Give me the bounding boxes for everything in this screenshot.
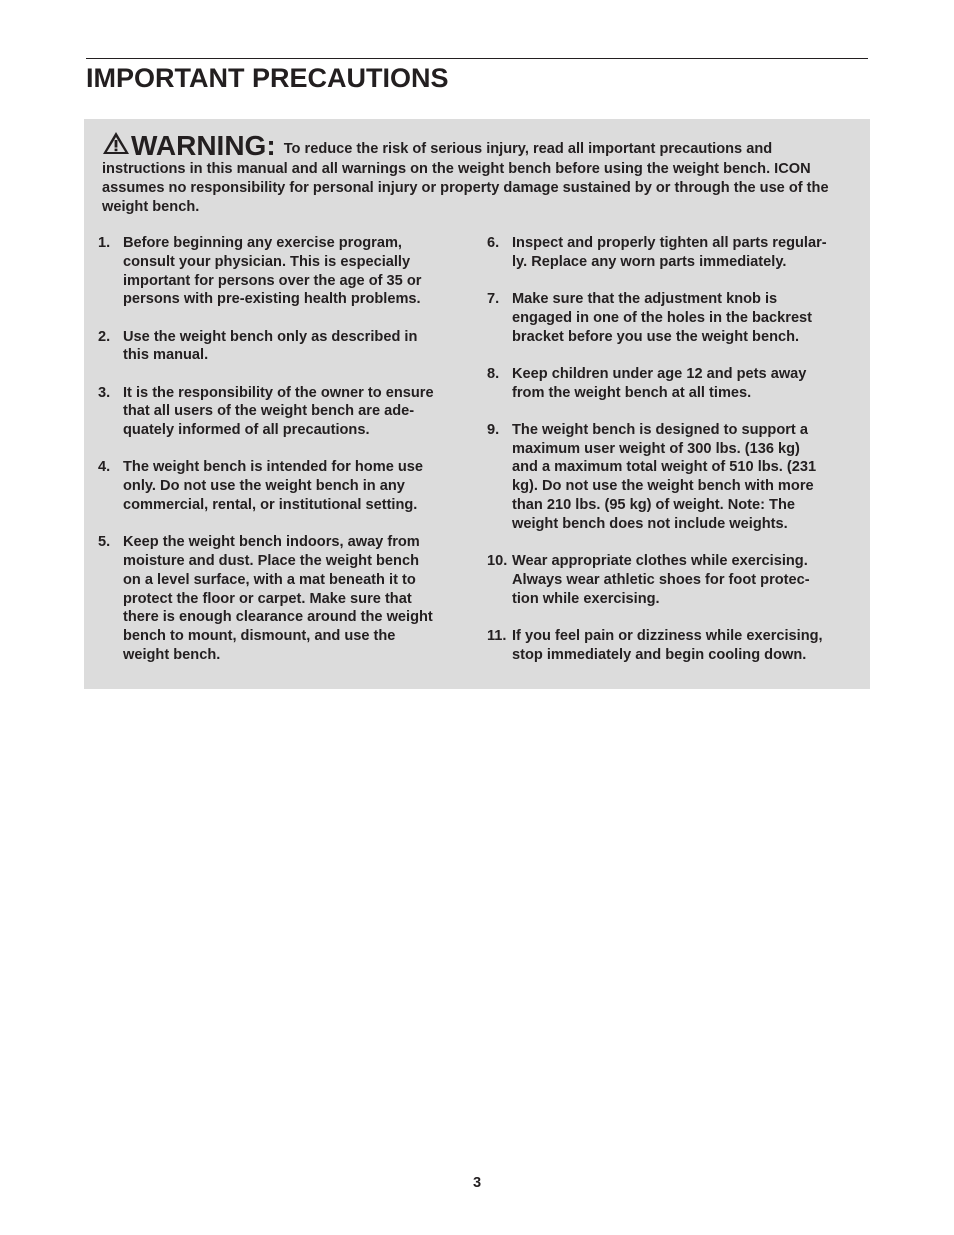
precaution-line: weight bench does not include weights. bbox=[512, 515, 788, 532]
precaution-line: moisture and dust. Place the weight bench bbox=[123, 552, 419, 569]
top-rule bbox=[86, 58, 868, 59]
precaution-number: 10. bbox=[487, 552, 508, 569]
page-title: IMPORTANT PRECAUTIONS bbox=[86, 63, 449, 93]
precaution-line: Before beginning any exercise program, bbox=[123, 235, 402, 251]
precaution-number: 7. bbox=[487, 290, 500, 307]
precaution-item bbox=[98, 384, 462, 440]
precaution-line: Make sure that the adjustment knob is bbox=[512, 290, 778, 307]
precaution-line: only. Do not use the weight bench in any bbox=[123, 478, 405, 495]
precaution-line: bracket before you use the weight bench. bbox=[512, 328, 800, 345]
precaution-text bbox=[512, 552, 853, 608]
precaution-line: engaged in one of the holes in the backrest bbox=[512, 309, 813, 326]
precaution-number: 8. bbox=[487, 365, 500, 382]
precaution-line: If you feel pain or dizziness while exercising, bbox=[512, 627, 823, 644]
precaution-number: 9. bbox=[487, 421, 500, 438]
precaution-item bbox=[98, 328, 462, 366]
precaution-line: persons with pre-existing health problems. bbox=[123, 291, 421, 308]
precaution-item bbox=[98, 533, 462, 665]
precaution-item bbox=[487, 290, 853, 346]
precaution-line: Use the weight bench only as described in bbox=[123, 328, 418, 345]
precaution-line: consult your physician. This is especially bbox=[123, 253, 411, 270]
warning-intro-text: To reduce the risk of serious injury, read all important precautions and instructions in this manual and all warnings on the weight bench before using the weight bench. ICON assumes no responsibility for personal injury or property damage sustained by or through the use of the weight bench. bbox=[102, 141, 829, 215]
precaution-line: stop immediately and begin cooling down. bbox=[512, 646, 807, 663]
precaution-number: 6. bbox=[487, 235, 500, 251]
warning-label: WARNING: bbox=[131, 130, 276, 161]
precaution-item bbox=[98, 458, 462, 514]
precaution-line: Always wear athletic shoes for foot protec- bbox=[512, 571, 810, 588]
precaution-line: Keep children under age 12 and pets away bbox=[512, 365, 807, 382]
precaution-text bbox=[512, 627, 853, 665]
precaution-line: tion while exercising. bbox=[512, 590, 660, 607]
precaution-line: this manual. bbox=[123, 347, 209, 364]
precaution-line: Keep the weight bench indoors, away from bbox=[123, 534, 420, 551]
precaution-number: 11. bbox=[487, 627, 507, 644]
warning-triangle-icon bbox=[102, 131, 130, 155]
precaution-line: Inspect and properly tighten all parts regular- bbox=[512, 235, 827, 251]
warning-intro bbox=[102, 131, 842, 216]
precaution-line: The weight bench is designed to support a bbox=[512, 421, 808, 438]
precaution-line: ly. Replace any worn parts immediately. bbox=[512, 253, 787, 270]
precaution-line: than 210 lbs. (95 kg) of weight. Note: The bbox=[512, 496, 795, 513]
precaution-number: 3. bbox=[98, 384, 111, 401]
precaution-text bbox=[512, 421, 853, 534]
precaution-line: on a level surface, with a mat beneath it to bbox=[123, 571, 416, 588]
precautions-right-column bbox=[487, 234, 853, 683]
precaution-line: quately informed of all precautions. bbox=[123, 422, 370, 439]
precaution-line: Wear appropriate clothes while exercising. bbox=[512, 552, 808, 569]
precaution-item bbox=[487, 234, 853, 272]
precaution-number: 5. bbox=[98, 534, 111, 551]
page-number: 3 bbox=[472, 1175, 482, 1191]
precaution-text bbox=[123, 458, 462, 514]
precaution-line: weight bench. bbox=[123, 646, 221, 663]
precaution-item bbox=[487, 627, 853, 665]
precaution-text bbox=[123, 328, 462, 366]
precaution-number: 4. bbox=[98, 459, 111, 476]
precaution-text bbox=[123, 533, 462, 665]
precaution-item bbox=[487, 552, 853, 608]
precaution-text bbox=[512, 365, 853, 403]
precaution-line: It is the responsibility of the owner to ensure bbox=[123, 384, 434, 401]
precaution-text bbox=[512, 234, 853, 272]
precaution-text bbox=[512, 290, 853, 346]
precaution-line: bench to mount, dismount, and use the bbox=[123, 628, 396, 645]
precaution-line: The weight bench is intended for home use bbox=[123, 459, 424, 476]
precaution-line: kg). Do not use the weight bench with more bbox=[512, 478, 814, 495]
precaution-item bbox=[487, 421, 853, 534]
precaution-line: there is enough clearance around the weight bbox=[123, 609, 433, 626]
precaution-number: 2. bbox=[98, 328, 111, 345]
warning-panel bbox=[84, 119, 870, 689]
precaution-text bbox=[123, 384, 462, 440]
precautions-left-column bbox=[98, 234, 462, 683]
precaution-item bbox=[487, 365, 853, 403]
precaution-text bbox=[123, 234, 462, 309]
precaution-line: important for persons over the age of 35 or bbox=[123, 272, 422, 289]
precaution-line: that all users of the weight bench are ade- bbox=[123, 403, 415, 420]
precaution-line: maximum user weight of 300 lbs. (136 kg) bbox=[512, 440, 800, 457]
precaution-number: 1. bbox=[98, 235, 111, 251]
precaution-line: commercial, rental, or institutional setting. bbox=[123, 496, 418, 513]
precaution-line: protect the floor or carpet. Make sure that bbox=[123, 590, 412, 607]
precaution-line: from the weight bench at all times. bbox=[512, 384, 752, 401]
precaution-item bbox=[98, 234, 462, 309]
precaution-line: and a maximum total weight of 510 lbs. (231 bbox=[512, 459, 817, 476]
